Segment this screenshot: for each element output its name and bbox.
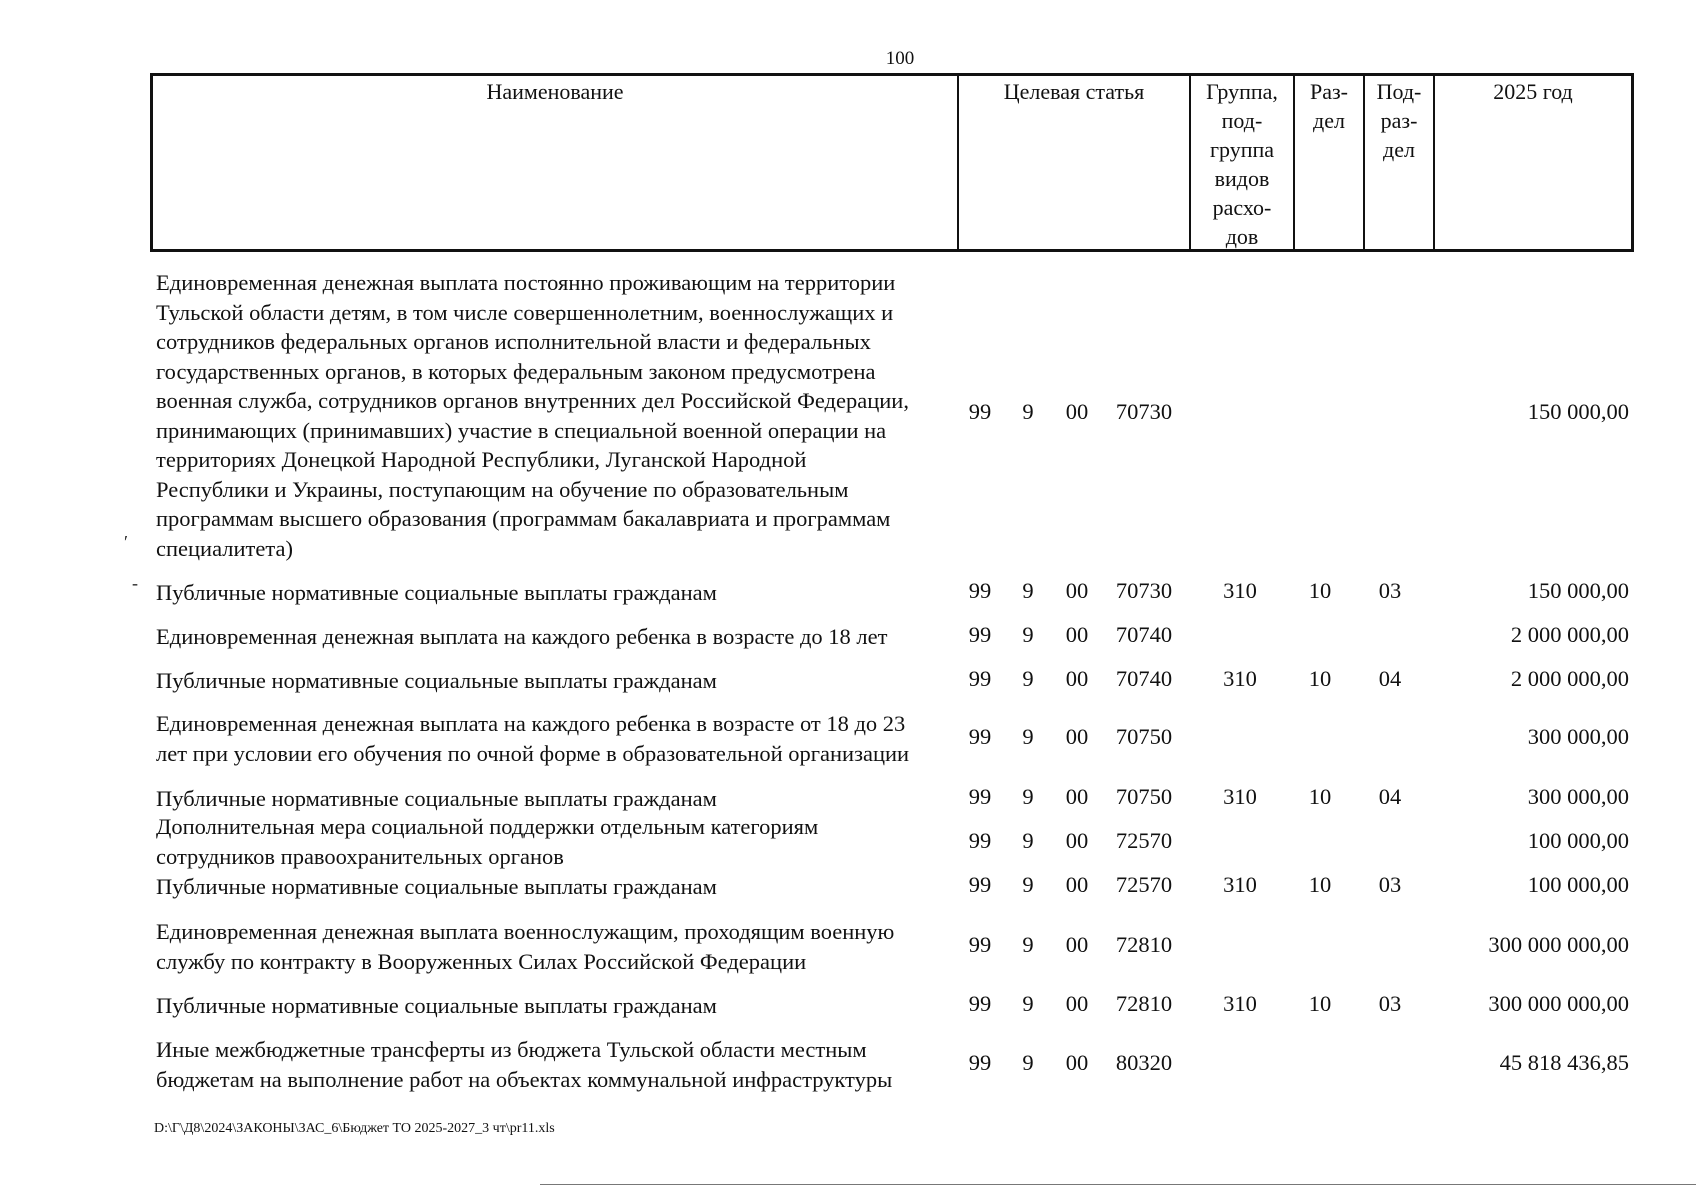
- row-subsection: 04: [1378, 784, 1402, 809]
- header-name: Наименование: [486, 79, 624, 104]
- row-c3: 00: [1065, 872, 1089, 897]
- header-section: [1295, 76, 1363, 249]
- row-name-line: Единовременная денежная выплата на каждого ребенка в возрасте от 18 до 23: [156, 711, 906, 736]
- row-name: [156, 784, 956, 814]
- header-line: дов: [1225, 224, 1259, 249]
- row-c1: 99: [968, 399, 992, 424]
- row-name-line: Дополнительная мера социальной поддержки отдельным категориям: [156, 814, 819, 839]
- row-c4: 72570: [1115, 872, 1173, 897]
- row-group: 310: [1223, 578, 1257, 603]
- row-c2: 9: [1022, 666, 1034, 691]
- row-name-line: специалитета): [156, 535, 293, 561]
- row-amount: 150 000,00: [1527, 578, 1629, 603]
- row-c2: 9: [1022, 828, 1034, 853]
- row-c1: 99: [968, 872, 992, 897]
- row-section: 10: [1308, 991, 1332, 1016]
- header-line: раз-: [1380, 108, 1418, 133]
- scan-speck: ′: [124, 532, 128, 552]
- header-target-article: Целевая статья: [1003, 79, 1145, 104]
- row-c4: 80320: [1115, 1050, 1173, 1075]
- scan-speck: -: [132, 573, 138, 593]
- header-line: под-: [1221, 108, 1263, 133]
- row-section: 10: [1308, 872, 1332, 897]
- table-header: [150, 73, 1634, 252]
- row-c2: 9: [1022, 932, 1034, 957]
- row-c2: 9: [1022, 1050, 1034, 1075]
- row-subsection: 04: [1378, 666, 1402, 691]
- row-name-line: Единовременная денежная выплата военнослужащим, проходящим военную: [156, 919, 895, 944]
- row-name-line: Единовременная денежная выплата постоянно проживающим на территории: [156, 270, 896, 295]
- row-c2: 9: [1022, 724, 1034, 749]
- row-c2: 9: [1022, 991, 1034, 1016]
- row-group: 310: [1223, 666, 1257, 691]
- row-name-line: принимающих (принимавших) участие в специальной военной операции на: [156, 417, 887, 443]
- row-c3: 00: [1065, 1050, 1089, 1075]
- row-section: 10: [1308, 784, 1332, 809]
- row-amount: 100 000,00: [1527, 828, 1629, 853]
- row-name-line: военная служба, сотрудников органов внутренних дел Российской Федерации,: [156, 388, 909, 413]
- row-amount: 100 000,00: [1527, 872, 1629, 897]
- row-subsection: 03: [1378, 578, 1402, 603]
- row-c3: 00: [1065, 932, 1089, 957]
- row-name-line: Единовременная денежная выплата на каждого ребенка в возрасте до 18 лет: [156, 624, 888, 649]
- file-path: D:\Г\Д8\2024\ЗАКОНЫ\ЗАС_6\Бюджет ТО 2025-2027_3 чт\pr11.xls: [154, 1121, 555, 1136]
- row-c2: 9: [1022, 578, 1034, 603]
- row-c4: 70730: [1115, 578, 1173, 603]
- row-name-line: Публичные нормативные социальные выплаты гражданам: [156, 993, 717, 1018]
- row-subsection: 03: [1378, 872, 1402, 897]
- row-c4: 70730: [1115, 399, 1173, 424]
- row-subsection: 03: [1378, 991, 1402, 1016]
- row-c4: 70750: [1115, 784, 1173, 809]
- header-line: видов: [1214, 166, 1270, 191]
- row-name-line: программам высшего образования (программам бакалавриата и программам: [156, 506, 891, 531]
- row-name: [156, 917, 956, 976]
- row-name-line: территориях Донецкой Народной Республики, Луганской Народной: [156, 447, 807, 472]
- row-c2: 9: [1022, 872, 1034, 897]
- row-name-line: Республики и Украины, поступающим на обучение по образовательным: [156, 476, 849, 502]
- row-name: [156, 666, 956, 696]
- row-name-line: службу по контракту в Вооруженных Силах Российской Федерации: [156, 948, 807, 974]
- row-c3: 00: [1065, 578, 1089, 603]
- header-subsection: [1365, 76, 1433, 249]
- row-c4: 70750: [1115, 724, 1173, 749]
- header-line: дел: [1313, 108, 1345, 133]
- row-name-line: бюджетам на выполнение работ на объектах коммунальной инфраструктуры: [156, 1066, 893, 1092]
- row-amount: 2 000 000,00: [1510, 666, 1629, 691]
- row-group: 310: [1223, 991, 1257, 1016]
- row-section: 10: [1308, 666, 1332, 691]
- row-name: [156, 991, 956, 1021]
- row-name: [156, 1035, 956, 1094]
- row-group: 310: [1223, 784, 1257, 809]
- row-c4: 70740: [1115, 622, 1173, 647]
- row-amount: 2 000 000,00: [1510, 622, 1629, 647]
- row-name-line: Иные межбюджетные трансферты из бюджета Тульской области местным: [156, 1037, 867, 1062]
- row-c3: 00: [1065, 724, 1089, 749]
- header-line: Раз-: [1309, 79, 1349, 104]
- row-c3: 00: [1065, 991, 1089, 1016]
- row-c3: 00: [1065, 828, 1089, 853]
- row-c1: 99: [968, 828, 992, 853]
- page-number: 100: [885, 48, 915, 69]
- row-c4: 70740: [1115, 666, 1173, 691]
- row-c1: 99: [968, 666, 992, 691]
- header-line: дел: [1383, 137, 1415, 162]
- row-name: [156, 812, 956, 871]
- row-group: 310: [1223, 872, 1257, 897]
- row-c2: 9: [1022, 784, 1034, 809]
- header-line: Группа,: [1206, 79, 1278, 104]
- row-c1: 99: [968, 991, 992, 1016]
- row-name-line: сотрудников правоохранительных органов: [156, 843, 564, 869]
- row-section: 10: [1308, 578, 1332, 603]
- row-name-line: Публичные нормативные социальные выплаты гражданам: [156, 874, 717, 899]
- row-name-line: лет при условии его обучения по очной форме в образовательной организации: [156, 740, 910, 766]
- row-name: [156, 622, 956, 652]
- row-c1: 99: [968, 578, 992, 603]
- row-name-line: сотрудников федеральных органов исполнительной власти и федеральных: [156, 329, 871, 354]
- row-amount: 150 000,00: [1527, 399, 1629, 424]
- header-line: группа: [1209, 137, 1275, 162]
- row-c4: 72570: [1115, 828, 1173, 853]
- row-name-line: Публичные нормативные социальные выплаты гражданам: [156, 668, 717, 693]
- row-c1: 99: [968, 1050, 992, 1075]
- row-name: [156, 709, 956, 768]
- row-name-line: Публичные нормативные социальные выплаты гражданам: [156, 580, 717, 605]
- row-amount: 45 818 436,85: [1499, 1050, 1629, 1075]
- row-name-line: Тульской области детям, в том числе совершеннолетним, военнослужащих и: [156, 299, 894, 325]
- row-c3: 00: [1065, 399, 1089, 424]
- row-c3: 00: [1065, 622, 1089, 647]
- row-name: [156, 872, 956, 902]
- header-group: [1191, 76, 1293, 249]
- row-amount: 300 000,00: [1527, 784, 1629, 809]
- row-c3: 00: [1065, 666, 1089, 691]
- row-name-line: государственных органов, в которых федеральным законом предусмотрена: [156, 358, 876, 384]
- row-c4: 72810: [1115, 932, 1173, 957]
- row-c1: 99: [968, 622, 992, 647]
- row-name-line: Публичные нормативные социальные выплаты гражданам: [156, 786, 717, 811]
- row-amount: 300 000 000,00: [1488, 932, 1629, 957]
- header-line: расхо-: [1212, 195, 1272, 220]
- row-c3: 00: [1065, 784, 1089, 809]
- row-name: [156, 268, 956, 563]
- row-amount: 300 000,00: [1527, 724, 1629, 749]
- row-c1: 99: [968, 784, 992, 809]
- row-c2: 9: [1022, 399, 1034, 424]
- row-c4: 72810: [1115, 991, 1173, 1016]
- bottom-rule: [540, 1184, 1696, 1185]
- header-line: Под-: [1376, 79, 1422, 104]
- row-c2: 9: [1022, 622, 1034, 647]
- row-name: [156, 578, 956, 608]
- header-year: 2025 год: [1493, 79, 1573, 104]
- row-amount: 300 000 000,00: [1488, 991, 1629, 1016]
- row-c1: 99: [968, 932, 992, 957]
- row-c1: 99: [968, 724, 992, 749]
